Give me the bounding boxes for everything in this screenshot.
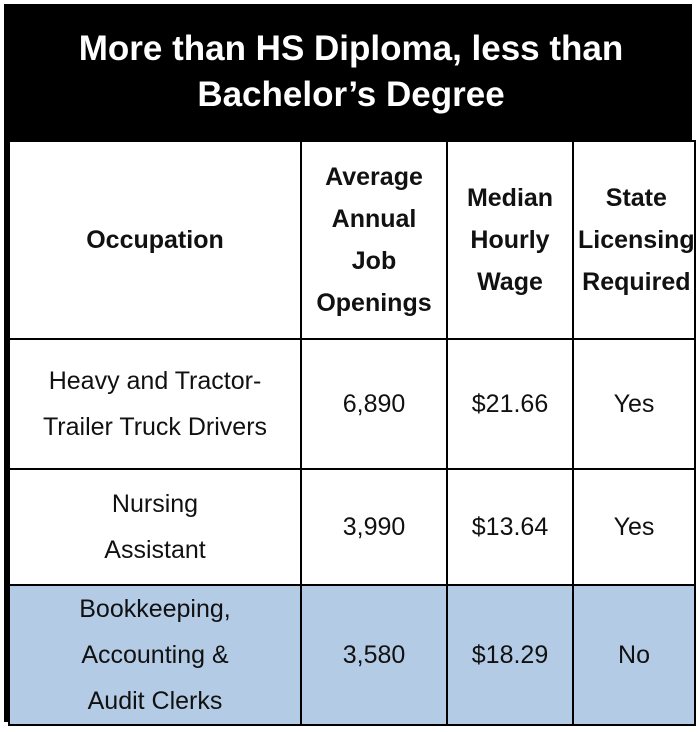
- table-row: [9, 469, 695, 585]
- header-median-wage: Median Hourly Wage: [447, 141, 573, 339]
- licensing-cell: No: [573, 585, 695, 725]
- wage-cell: $21.66: [447, 339, 573, 469]
- openings-cell: 6,890: [301, 339, 447, 469]
- header-state-licensing: State Licensing Required: [573, 141, 695, 339]
- occupation-cell: Heavy and Tractor-Trailer Truck Drivers: [9, 339, 301, 469]
- header-job-openings: Average Annual Job Openings: [301, 141, 447, 339]
- table-row-highlighted: [9, 585, 695, 725]
- openings-cell: 3,990: [301, 469, 447, 585]
- table-title: More than HS Diploma, less than Bachelor’s Degree: [10, 4, 692, 140]
- table-row: [9, 339, 695, 469]
- occupation-cell: Bookkeeping, Accounting & Audit Clerks: [9, 585, 301, 725]
- occupation-cell: Nursing Assistant: [9, 469, 301, 585]
- occupation-table-container: [4, 4, 695, 722]
- occupation-table: [8, 140, 696, 726]
- header-occupation: Occupation: [9, 141, 301, 339]
- licensing-cell: Yes: [573, 469, 695, 585]
- openings-cell: 3,580: [301, 585, 447, 725]
- wage-cell: $13.64: [447, 469, 573, 585]
- licensing-cell: Yes: [573, 339, 695, 469]
- header-row: [9, 141, 695, 339]
- wage-cell: $18.29: [447, 585, 573, 725]
